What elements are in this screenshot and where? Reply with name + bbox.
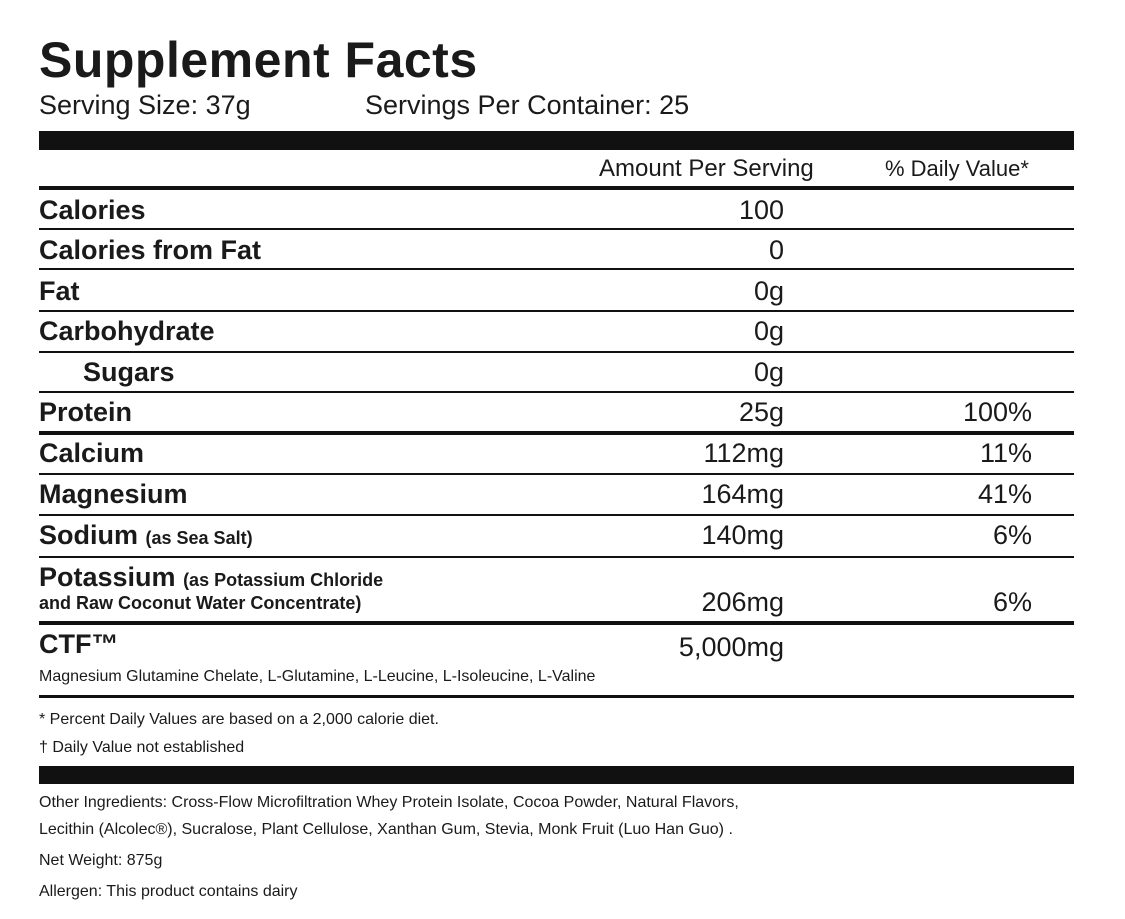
nutrient-name: Carbohydrate [39,316,215,346]
nutrient-amount: 0g [753,357,784,387]
nutrient-name: Potassium [39,562,176,592]
nutrient-row [39,232,1074,268]
not-established-footnote: † Daily Value not established [39,739,245,756]
nutrient-amount: 0 [768,235,784,265]
nutrient-source: (as Potassium Chloride [183,570,384,590]
daily-value-header: % Daily Value* [885,156,1029,181]
row-divider [39,514,1074,516]
supplement-facts-panel [39,0,1074,919]
nutrient-amount: 25g [738,397,784,427]
nutrient-source-continued: and Raw Coconut Water Concentrate) [39,593,362,613]
row-divider [39,268,1074,270]
nutrient-row [39,559,1074,621]
header-divider [39,186,1074,190]
row-divider [39,391,1074,393]
row-divider [39,695,1074,698]
nutrient-daily-value: 6% [992,587,1032,617]
nutrient-name-wrap [39,519,253,554]
nutrient-row [39,313,1074,349]
nutrient-amount: 0g [753,276,784,306]
nutrient-name: Calories [39,195,146,225]
thick-divider-top [39,131,1074,150]
nutrient-row [39,625,1074,695]
row-divider [39,473,1074,475]
nutrient-name: Magnesium [39,479,188,509]
nutrient-name: Calcium [39,438,145,468]
blend-ingredients: Magnesium Glutamine Chelate, L-Glutamine, L-Leucine, L-Isoleucine, L-Valine [39,668,596,685]
nutrient-amount: 5,000mg [678,632,784,662]
nutrient-row [39,435,1074,471]
nutrient-name: Protein [39,397,133,427]
other-ingredients-line1: Other Ingredients: Cross-Flow Microfiltration Whey Protein Isolate, Cocoa Powder, Natural Flavors, [39,794,739,811]
row-divider [39,310,1074,312]
nutrient-row [39,517,1074,553]
nutrient-amount: 206mg [701,587,784,617]
nutrient-daily-value: 11% [979,438,1032,468]
nutrient-amount: 140mg [701,520,784,550]
row-divider [39,351,1074,353]
serving-info [39,88,690,122]
nutrient-name: Fat [39,276,80,306]
nutrient-row [39,476,1074,512]
nutrient-name: CTF™ [39,629,119,659]
nutrient-name: Sugars [83,357,175,387]
nutrient-daily-value: 6% [992,520,1032,550]
other-ingredients-line2: Lecithin (Alcolec®), Sucralose, Plant Cellulose, Xanthan Gum, Stevia, Monk Fruit (Luo Han Guo) . [39,821,733,838]
nutrient-amount: 100 [738,195,784,225]
nutrient-row [39,394,1074,430]
nutrient-row [39,273,1074,309]
daily-value-footnote: * Percent Daily Values are based on a 2,000 calorie diet. [39,711,439,728]
nutrient-source: (as Sea Salt) [145,528,253,548]
servings-per-container: Servings Per Container: 25 [365,90,690,120]
nutrient-daily-value: 41% [977,479,1032,509]
allergen-statement: Allergen: This product contains dairy [39,883,298,900]
row-divider [39,556,1074,558]
thick-divider-bottom [39,766,1074,784]
nutrient-name: Calories from Fat [39,235,262,265]
panel-title: Supplement Facts [39,32,478,88]
nutrient-daily-value: 100% [962,397,1032,427]
nutrient-row [39,192,1074,228]
serving-size: Serving Size: 37g [39,90,251,120]
nutrient-amount: 164mg [701,479,784,509]
nutrient-amount: 112mg [703,438,784,468]
nutrient-amount: 0g [753,316,784,346]
amount-per-serving-header: Amount Per Serving [599,155,814,182]
nutrient-row [39,354,1074,390]
net-weight: Net Weight: 875g [39,852,163,869]
nutrient-name: Sodium [39,520,138,550]
row-divider [39,228,1074,230]
